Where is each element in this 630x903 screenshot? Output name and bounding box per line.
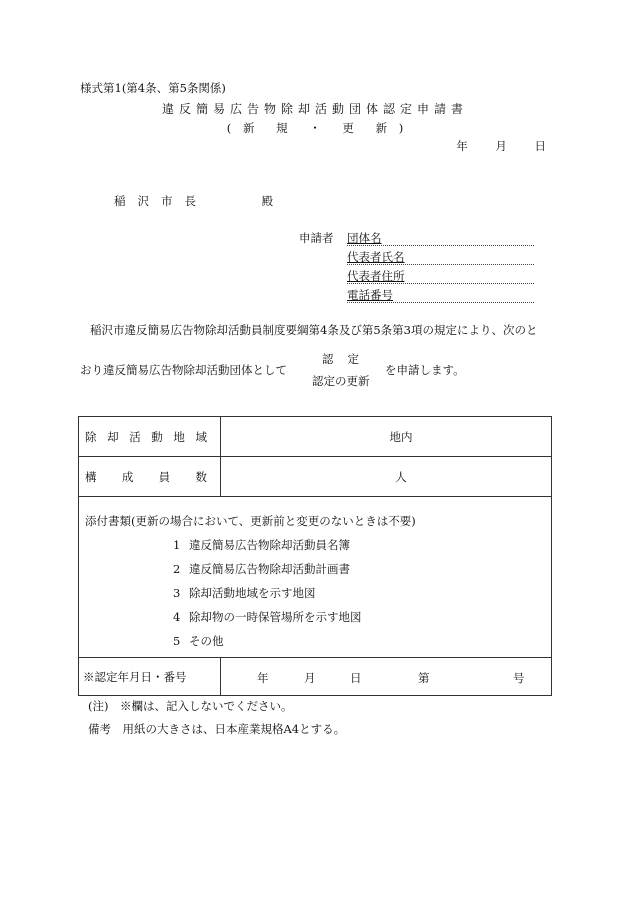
record-year-label: 年	[257, 671, 269, 685]
option-renewal[interactable]: 認定の更新	[312, 374, 370, 388]
representative-name-field[interactable]	[347, 249, 534, 265]
subtitle-open-paren: (	[226, 121, 232, 135]
addressee-city	[114, 194, 212, 208]
attachment-text: その他	[189, 634, 224, 648]
table-row	[79, 417, 552, 457]
attachment-number: 4	[173, 610, 181, 624]
addressee-char: 市	[161, 194, 173, 208]
addressee-char: 長	[184, 194, 196, 208]
addressee-char: 沢	[137, 194, 149, 208]
attachment-item	[85, 585, 545, 601]
label-char: 地	[173, 429, 185, 444]
activity-area-label	[79, 417, 221, 457]
label-char: 員	[158, 469, 171, 484]
form-number: 様式第1(第4条、第5条関係)	[80, 81, 226, 95]
activity-area-suffix: 地内	[389, 429, 413, 444]
date-line	[432, 138, 546, 154]
attachment-item	[85, 537, 545, 553]
subtitle-char: 新	[375, 121, 388, 135]
subtitle-char: 更	[342, 121, 354, 135]
attachment-text: 違反簡易広告物除却活動員名簿	[189, 538, 350, 552]
group-name-label: 団体名	[347, 231, 382, 245]
record-day-label: 日	[350, 671, 362, 685]
label-char: 数	[195, 469, 207, 484]
option-certification[interactable]: 認定	[322, 352, 373, 366]
attachment-text: 除却物の一時保管場所を示す地図	[189, 610, 362, 624]
addressee	[114, 193, 273, 209]
date-year-label: 年	[456, 139, 468, 153]
record-field	[221, 658, 552, 696]
attachment-number: 1	[173, 538, 181, 552]
body-text-line-3: を申請します。	[385, 363, 465, 377]
phone-number-label: 電話番号	[347, 288, 393, 302]
attachment-number: 5	[173, 634, 181, 648]
attachment-number: 2	[173, 562, 181, 576]
document-subtitle	[0, 120, 630, 136]
attachments-header: 添付書類(更新の場合において、更新前と変更のないときは不要)	[85, 514, 416, 528]
note-text: (注) ※欄は、記入しないでください。	[88, 699, 293, 713]
table-row	[79, 497, 552, 658]
members-count-suffix: 人	[395, 469, 407, 484]
label-char: 域	[195, 429, 207, 444]
group-name-field[interactable]	[347, 230, 534, 246]
subtitle-char: 新	[242, 121, 255, 135]
applicant-label: 申請者	[299, 231, 334, 245]
attachment-text: 違反簡易広告物除却活動計画書	[189, 562, 350, 576]
activity-area-field[interactable]	[221, 417, 552, 457]
attachments-cell	[79, 497, 552, 658]
addressee-honorific: 殿	[261, 194, 274, 208]
attachment-text: 除却活動地域を示す地図	[189, 586, 316, 600]
label-char: 活	[129, 429, 141, 444]
subtitle-dot: ・	[309, 121, 321, 135]
label-char: 成	[121, 469, 134, 484]
addressee-char: 稲	[114, 194, 126, 208]
record-number-suffix: 号	[513, 671, 525, 685]
date-month-label: 月	[495, 139, 507, 153]
remark-text: 備考 用紙の大きさは、日本産業規格A4とする。	[88, 722, 346, 736]
application-table	[78, 416, 552, 696]
date-day-label: 日	[534, 139, 546, 153]
attachment-number: 3	[173, 586, 181, 600]
representative-address-field[interactable]	[347, 268, 534, 284]
phone-number-field[interactable]	[347, 287, 534, 303]
document-title: 違反簡易広告物除却活動団体認定申請書	[161, 102, 468, 116]
members-count-label	[79, 457, 221, 497]
attachment-item	[85, 561, 545, 577]
subtitle-close-paren: )	[398, 121, 404, 135]
table-row	[79, 658, 552, 696]
attachment-item	[85, 609, 545, 625]
record-label: ※認定年月日・番号	[79, 658, 221, 696]
table-row	[79, 457, 552, 497]
attachment-item	[85, 633, 545, 649]
label-char: 却	[107, 429, 119, 444]
label-char: 除	[85, 429, 97, 444]
representative-name-label: 代表者氏名	[347, 250, 405, 264]
body-text-line-1: 稲沢市違反簡易広告物除却活動員制度要綱第4条及び第5条第3項の規定により、次のと	[90, 323, 538, 337]
label-char: 動	[151, 429, 163, 444]
body-text-line-2: おり違反簡易広告物除却活動団体として	[80, 363, 287, 377]
representative-address-label: 代表者住所	[347, 269, 405, 283]
record-number-prefix: 第	[418, 671, 430, 685]
members-count-field[interactable]	[221, 457, 552, 497]
subtitle-char: 規	[276, 121, 288, 135]
label-char: 構	[85, 469, 97, 484]
record-month-label: 月	[304, 671, 316, 685]
